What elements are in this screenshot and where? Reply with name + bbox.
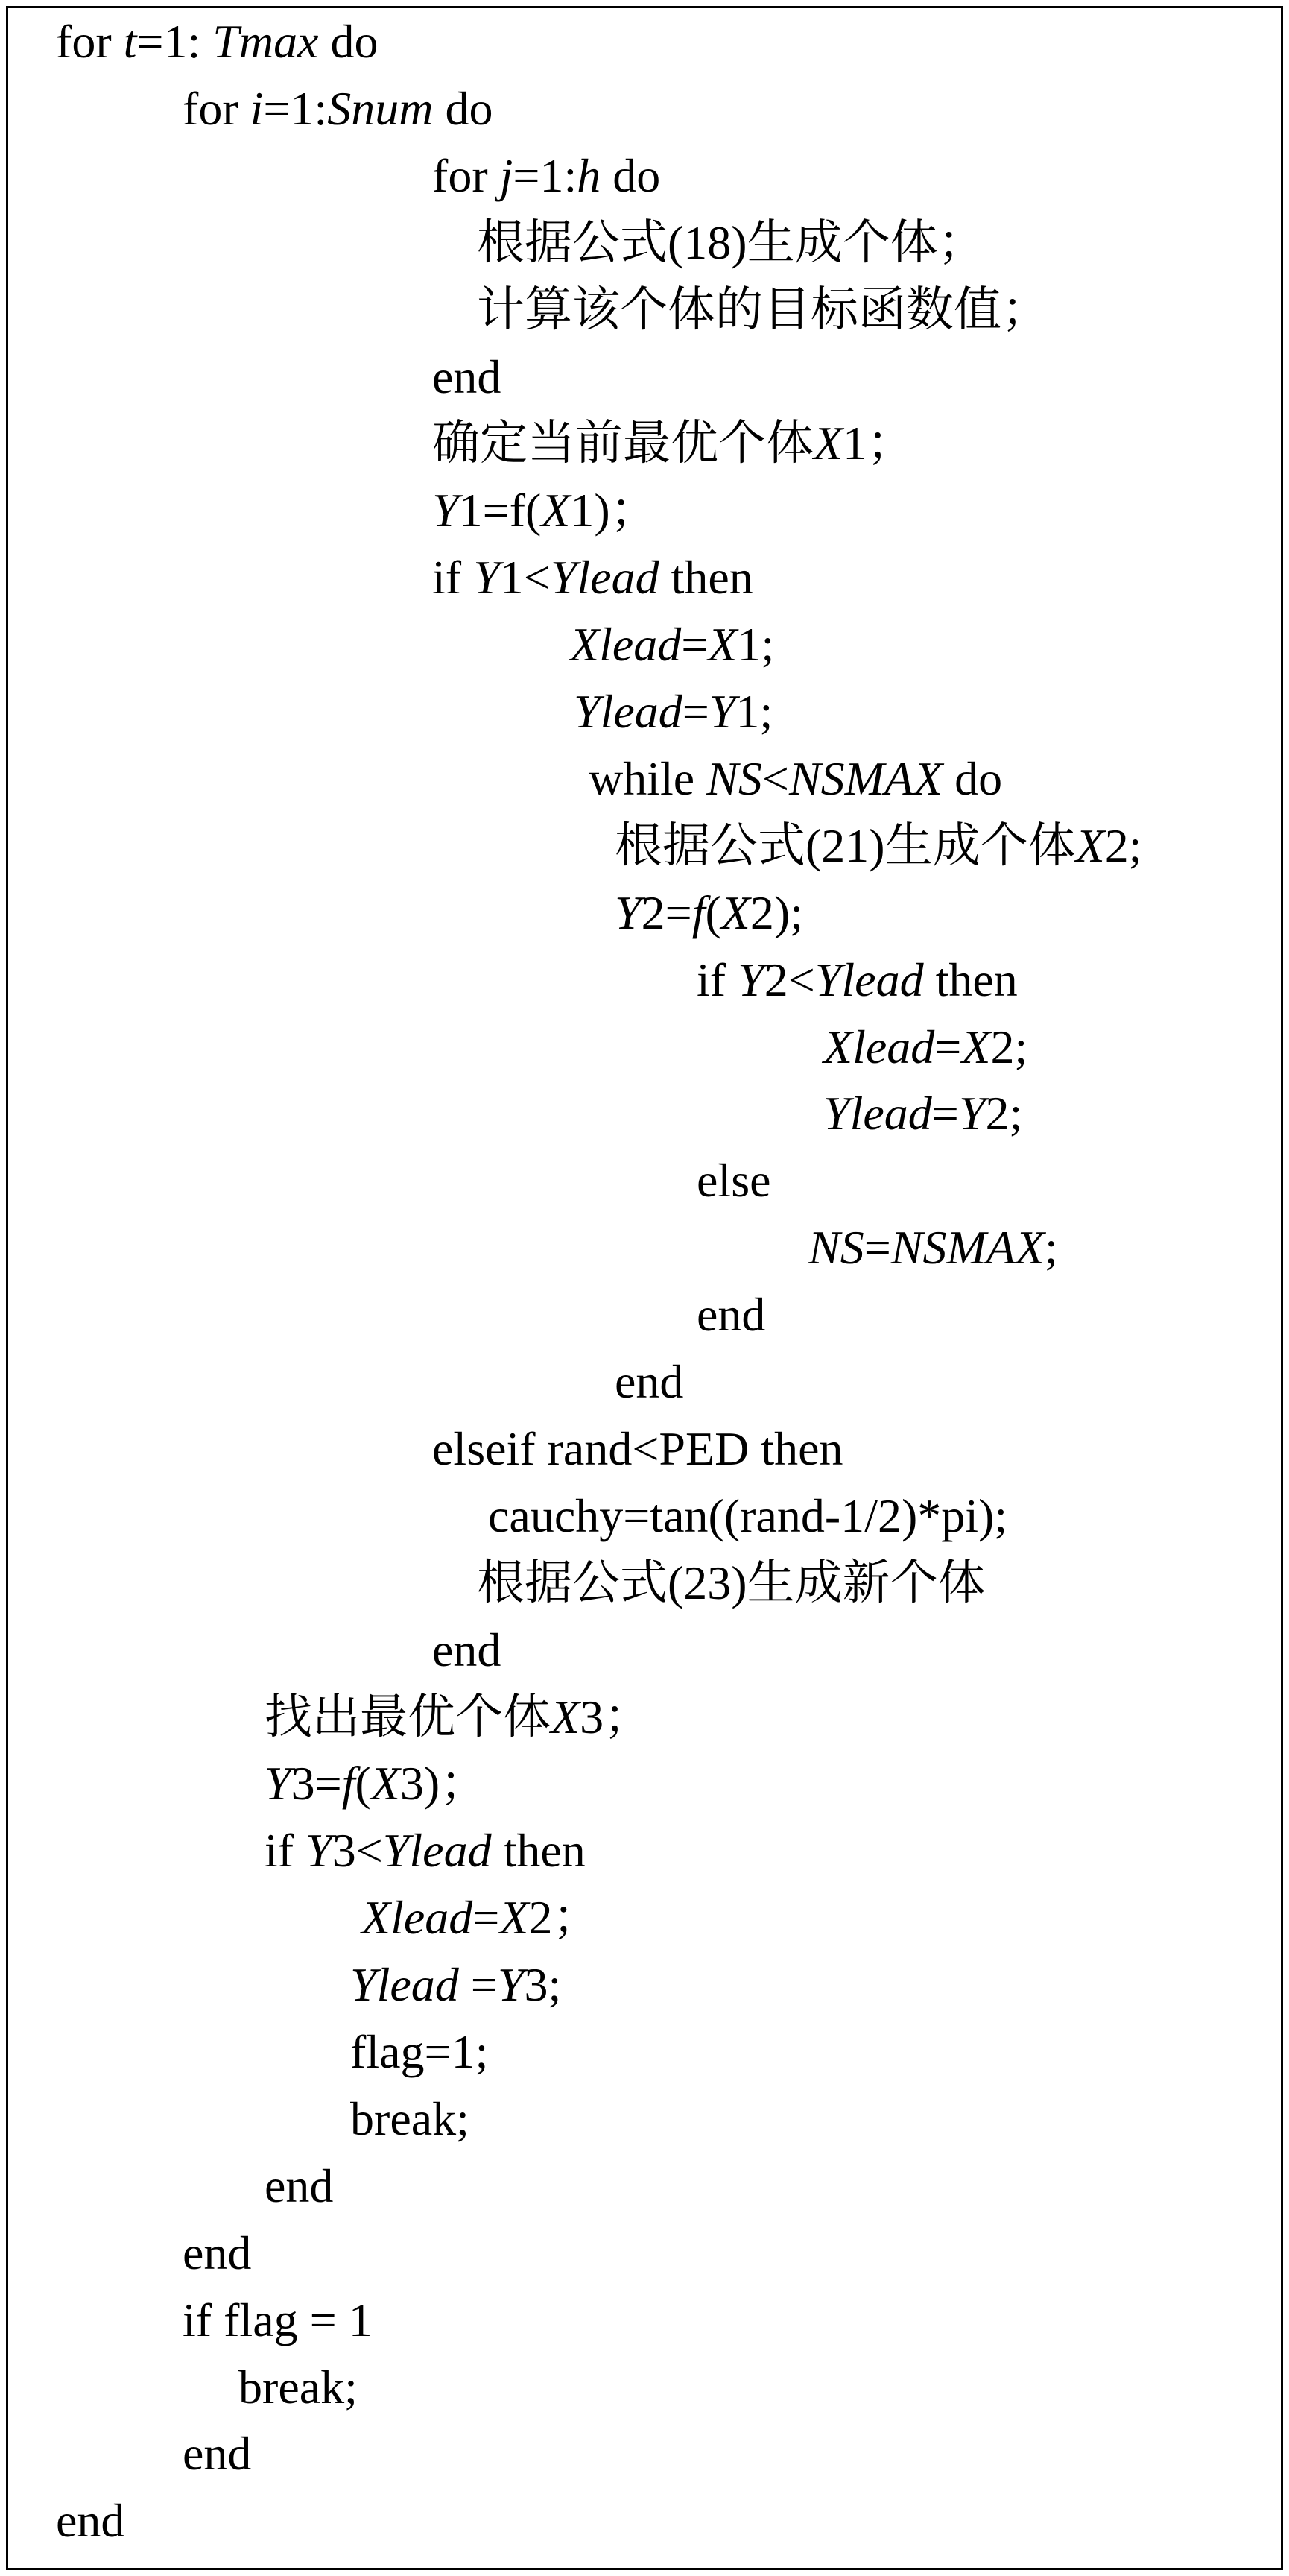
code-line bbox=[432, 1421, 843, 1475]
code-text: 确定当前最优个体 bbox=[432, 417, 814, 470]
code-text: end bbox=[265, 2159, 334, 2212]
code-text: if bbox=[265, 1824, 306, 1878]
code-line bbox=[574, 685, 773, 738]
code-text: 2< bbox=[764, 953, 815, 1006]
code-text: = bbox=[458, 1958, 498, 2012]
code-line bbox=[477, 215, 986, 269]
code-text: 3= bbox=[291, 1757, 342, 1811]
code-line bbox=[570, 618, 775, 672]
code-variable: Y bbox=[265, 1757, 291, 1811]
code-text: 1; bbox=[737, 618, 775, 672]
code-text: if flag = 1 bbox=[183, 2293, 373, 2346]
code-variable: NSMAX bbox=[890, 1221, 1045, 1275]
code-text: then bbox=[491, 1824, 586, 1878]
code-variable: Y bbox=[958, 1087, 986, 1140]
code-variable: Y bbox=[432, 484, 459, 537]
code-text: 根据公式(21)生成个体 bbox=[615, 818, 1076, 872]
code-text: ( bbox=[705, 886, 721, 939]
code-text: 1)； bbox=[570, 484, 658, 537]
code-variable: Y bbox=[473, 551, 500, 604]
code-text: 1; bbox=[735, 685, 773, 738]
code-line bbox=[361, 1891, 601, 1945]
code-line bbox=[488, 1489, 1008, 1542]
code-line bbox=[477, 282, 1049, 336]
code-text: if bbox=[432, 551, 474, 604]
code-variable: X bbox=[708, 618, 738, 672]
code-text: 1< bbox=[499, 551, 551, 604]
code-text: < bbox=[761, 751, 789, 805]
code-variable: t bbox=[123, 15, 137, 68]
code-variable: Ylead bbox=[382, 1824, 492, 1878]
code-variable: Y bbox=[615, 886, 642, 939]
code-text: = bbox=[931, 1087, 959, 1140]
code-text: = bbox=[681, 618, 709, 672]
code-text: do bbox=[433, 81, 493, 135]
code-line bbox=[477, 1556, 986, 1609]
code-variable: Y bbox=[497, 1958, 525, 2012]
code-text: 3； bbox=[580, 1690, 652, 1743]
code-text: while bbox=[589, 751, 707, 805]
code-variable: f bbox=[691, 886, 706, 939]
code-text: 3; bbox=[524, 1958, 562, 2012]
code-text: 2; bbox=[1104, 818, 1142, 872]
code-text: for bbox=[56, 15, 124, 68]
code-text: break; bbox=[238, 2360, 358, 2414]
code-variable: X bbox=[814, 417, 843, 470]
code-line bbox=[56, 2494, 125, 2548]
code-text: end bbox=[183, 2427, 252, 2481]
code-line bbox=[432, 417, 915, 470]
code-line bbox=[183, 2293, 373, 2346]
code-text: = bbox=[864, 1221, 891, 1275]
code-text: for bbox=[432, 148, 500, 202]
code-line bbox=[808, 1221, 1058, 1275]
code-variable: NS bbox=[808, 1221, 864, 1275]
code-text: =1: bbox=[263, 81, 328, 135]
code-text: do bbox=[318, 15, 379, 68]
code-text: 计算该个体的目标函数值； bbox=[477, 282, 1049, 336]
code-text: =1: bbox=[513, 148, 577, 202]
code-text: flag=1; bbox=[350, 2025, 489, 2078]
code-variable: Y bbox=[738, 953, 764, 1006]
code-text: 根据公式(23)生成新个体 bbox=[477, 1556, 986, 1609]
code-text: cauchy=tan((rand-1/2)*pi); bbox=[488, 1489, 1008, 1542]
code-text: =1: bbox=[136, 15, 213, 68]
code-variable: Tmax bbox=[212, 15, 319, 68]
code-variable: Ylead bbox=[574, 685, 682, 738]
code-line bbox=[183, 2427, 252, 2481]
code-text: 2); bbox=[750, 886, 803, 939]
code-variable: j bbox=[499, 148, 513, 202]
code-text: elseif rand<PED then bbox=[432, 1421, 843, 1475]
code-line bbox=[183, 81, 493, 135]
code-text: = bbox=[682, 685, 709, 738]
code-variable: Ylead bbox=[550, 551, 659, 604]
code-line bbox=[265, 1690, 652, 1743]
code-variable: X bbox=[370, 1757, 400, 1811]
code-line bbox=[265, 1757, 488, 1811]
code-variable: f bbox=[341, 1757, 355, 1811]
code-text: 3< bbox=[332, 1824, 383, 1878]
code-text: 2； bbox=[528, 1891, 601, 1945]
code-variable: X bbox=[961, 1020, 991, 1073]
code-text: 2= bbox=[641, 886, 692, 939]
code-line bbox=[615, 818, 1142, 872]
code-line bbox=[697, 1154, 771, 1208]
code-variable: Xlead bbox=[823, 1020, 935, 1073]
code-line bbox=[350, 1958, 562, 2012]
code-line bbox=[697, 1288, 766, 1342]
code-text: ( bbox=[355, 1757, 371, 1811]
code-line bbox=[432, 484, 658, 537]
code-variable: Ylead bbox=[814, 953, 924, 1006]
code-line bbox=[265, 1824, 586, 1878]
code-text: 1=f( bbox=[458, 484, 542, 537]
code-line bbox=[615, 886, 803, 939]
code-text: end bbox=[183, 2226, 252, 2279]
code-variable: Ylead bbox=[350, 1958, 459, 2012]
code-variable: NSMAX bbox=[788, 751, 943, 805]
code-text: = bbox=[934, 1020, 962, 1073]
code-text: then bbox=[659, 551, 753, 604]
code-text: break; bbox=[350, 2092, 469, 2145]
code-variable: h bbox=[577, 148, 601, 202]
code-line bbox=[615, 1355, 684, 1408]
code-text: end bbox=[432, 1623, 501, 1676]
code-variable: Snum bbox=[327, 81, 434, 135]
code-text: do bbox=[943, 751, 1003, 805]
code-variable: X bbox=[1075, 818, 1105, 872]
code-variable: X bbox=[720, 886, 750, 939]
code-text: 根据公式(18)生成个体； bbox=[477, 215, 986, 269]
code-variable: Y bbox=[709, 685, 736, 738]
code-variable: Xlead bbox=[570, 618, 682, 672]
code-variable: Ylead bbox=[823, 1087, 932, 1140]
code-line bbox=[238, 2360, 358, 2414]
code-line bbox=[697, 953, 1018, 1006]
code-variable: X bbox=[541, 484, 571, 537]
code-variable: Xlead bbox=[361, 1891, 473, 1945]
code-line bbox=[432, 350, 501, 403]
code-text: do bbox=[601, 148, 661, 202]
code-line bbox=[823, 1087, 1023, 1140]
code-variable: Y bbox=[305, 1824, 332, 1878]
code-text: end bbox=[697, 1288, 766, 1342]
code-line bbox=[350, 2025, 489, 2078]
code-text: = bbox=[472, 1891, 500, 1945]
code-text: else bbox=[697, 1154, 771, 1208]
code-line bbox=[183, 2226, 252, 2279]
code-line bbox=[432, 148, 661, 202]
code-line bbox=[432, 551, 753, 604]
code-text: 找出最优个体 bbox=[265, 1690, 551, 1743]
code-text: ; bbox=[1044, 1221, 1058, 1275]
code-text: 2; bbox=[985, 1087, 1023, 1140]
code-variable: i bbox=[250, 81, 264, 135]
code-variable: X bbox=[499, 1891, 529, 1945]
code-line bbox=[589, 751, 1003, 805]
code-text: if bbox=[697, 953, 738, 1006]
code-text: end bbox=[615, 1355, 684, 1408]
code-line bbox=[823, 1020, 1028, 1073]
code-variable: X bbox=[551, 1690, 580, 1743]
code-line bbox=[350, 2092, 469, 2145]
code-line bbox=[265, 2159, 334, 2212]
code-line bbox=[56, 15, 379, 68]
code-text: 2; bbox=[990, 1020, 1028, 1073]
code-text: end bbox=[56, 2494, 125, 2548]
code-text: 3)； bbox=[399, 1757, 488, 1811]
code-text: for bbox=[183, 81, 250, 135]
code-text: end bbox=[432, 350, 501, 403]
code-text: 1； bbox=[843, 417, 915, 470]
code-line bbox=[432, 1623, 501, 1676]
code-variable: NS bbox=[706, 751, 762, 805]
code-text: then bbox=[923, 953, 1018, 1006]
